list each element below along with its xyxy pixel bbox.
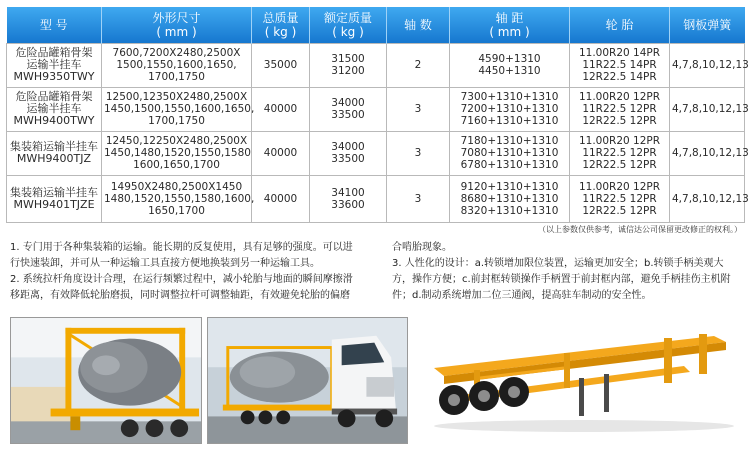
cell-line: 12R22.5 12PR	[582, 204, 657, 217]
photo-truck-with-tank-trailer	[207, 317, 408, 444]
cell-line: 7300+1310+1310	[460, 91, 559, 103]
cell-line: 34000	[331, 97, 365, 109]
cell-line: 12R22.5 12PR	[582, 159, 657, 171]
col-header-leaf-springs	[670, 7, 745, 43]
cell-wheelbase	[450, 43, 570, 87]
feature-text-line: 3. 人性化的设计：a.转锁增加限位装置，运输更加安全；b.转锁手柄美观大	[392, 258, 724, 269]
cell-line: MWH9400TJZ	[16, 152, 92, 165]
table-row	[7, 131, 745, 175]
col-header-unit: ( mm )	[489, 24, 530, 39]
cell-tires	[570, 87, 670, 131]
feature-text-line: 1. 专门用于各种集装箱的运输。能长期的反复使用，具有足够的强度。可以进	[10, 242, 353, 253]
cell-line: 危险品罐箱骨架	[15, 46, 93, 59]
cell-gross: 40000	[252, 175, 310, 222]
cell-gross: 40000	[252, 131, 310, 175]
cell-rated	[310, 43, 387, 87]
cell-axles: 3	[387, 175, 450, 222]
cell-model	[7, 131, 102, 175]
cell-line: 12R22.5 14PR	[582, 71, 657, 83]
cell-rated	[310, 131, 387, 175]
cell-line: 运输半挂车	[26, 58, 82, 71]
cell-line: 6780+1310+1310	[460, 159, 559, 171]
cell-dims	[102, 131, 252, 175]
table-header-row	[7, 7, 745, 43]
col-header-rated-mass	[310, 7, 387, 43]
cell-line: 11R22.5 12PR	[582, 103, 657, 115]
cell-line: 1700,1750	[148, 71, 205, 83]
cell-wheelbase	[450, 175, 570, 222]
col-header-unit: ( kg )	[264, 24, 297, 39]
cell-line: MWH9350TWY	[13, 70, 95, 83]
cell-line: 8320+1310+1310	[460, 204, 559, 217]
cell-line: 12R22.5 12PR	[582, 115, 657, 127]
disclaimer-note: （以上参数仅供参考，诚信达公司保留更改修正的权利。）	[538, 225, 742, 234]
cell-line: 11R22.5 14PR	[582, 59, 657, 71]
cell-line: 7200+1310+1310	[460, 103, 559, 115]
feature-text-line: 移距离，有效降低轮胎磨损，同时调整拉杆可调整轴距，有效避免轮胎的偏磨	[10, 290, 350, 301]
cell-line: 31200	[331, 65, 365, 77]
cell-line: 7600,7200X2480,2500X	[112, 47, 241, 59]
skeletal-chassis-illustration	[414, 308, 746, 444]
col-header-label: 型 号	[39, 17, 68, 32]
col-header-gross-mass	[252, 7, 310, 43]
feature-text-line: 2. 系统拉杆角度设计合理，在运行频繁过程中，减小轮胎与地面的瞬间摩擦滑	[10, 274, 353, 285]
cell-line: 危险品罐箱骨架	[15, 90, 93, 103]
col-header-axle-count	[387, 7, 450, 43]
cell-model	[7, 43, 102, 87]
cell-model	[7, 175, 102, 222]
features-right	[392, 240, 744, 304]
cell-line: 34100	[331, 186, 365, 199]
col-header-dimensions	[102, 7, 252, 43]
cell-line: 1480,1520,1550,1580,1600,	[104, 192, 255, 205]
feature-text-line: 合啃胎现象。	[392, 242, 452, 253]
cell-line: 33500	[331, 109, 365, 121]
cell-line: 33500	[331, 153, 365, 165]
cell-line: 8680+1310+1310	[460, 192, 559, 205]
cell-springs: 4,7,8,10,12,13	[670, 43, 745, 87]
cell-model	[7, 87, 102, 131]
cell-springs: 4,7,8,10,12,13	[670, 87, 745, 131]
col-header-wheelbase	[450, 7, 570, 43]
cell-tires	[570, 131, 670, 175]
cell-axles: 2	[387, 43, 450, 87]
col-header-model	[7, 7, 102, 43]
cell-line: 11.00R20 12PR	[578, 135, 661, 147]
col-header-label: 额定质量	[323, 10, 372, 25]
cell-line: 7160+1310+1310	[460, 115, 559, 127]
cell-dims	[102, 43, 252, 87]
col-header-label: 钢板弹簧	[683, 17, 732, 32]
col-header-unit: ( mm )	[156, 24, 197, 39]
features-left	[10, 240, 376, 304]
tank-container-illustration	[11, 318, 201, 443]
feature-text-line: 件；d.制动系统增加二位三通阀，提高驻车制动的安全性。	[392, 290, 652, 301]
cell-line: 1450,1480,1520,1550,1580	[104, 147, 251, 159]
col-header-label: 轴 距	[495, 10, 524, 25]
cell-line: 11.00R20 14PR	[578, 47, 661, 59]
cell-line: 14950X2480,2500X1450	[110, 180, 243, 193]
cell-wheelbase	[450, 87, 570, 131]
cell-line: 1700,1750	[148, 115, 205, 127]
cell-line: 1650,1700	[148, 204, 205, 217]
cell-line: MWH9401TJZE	[13, 197, 95, 211]
cell-line: 4590+1310	[478, 53, 541, 65]
table-row	[7, 43, 745, 87]
truck-illustration	[208, 318, 407, 443]
table-body	[7, 43, 749, 222]
cell-line: 11.00R20 12PR	[578, 91, 661, 103]
cell-line: 31500	[331, 53, 365, 65]
col-header-label: 外形尺寸	[152, 10, 201, 25]
cell-springs: 4,7,8,10,12,13	[670, 175, 745, 222]
cell-tires	[570, 43, 670, 87]
col-header-label: 轮 胎	[605, 17, 634, 32]
table-row	[7, 87, 745, 131]
cell-wheelbase	[450, 131, 570, 175]
cell-line: 集装箱运输半挂车	[10, 140, 98, 153]
cell-dims	[102, 87, 255, 131]
col-header-label: 总质量	[262, 10, 299, 25]
table-row	[7, 175, 745, 222]
cell-line: 运输半挂车	[26, 102, 82, 115]
cell-line: 9120+1310+1310	[460, 180, 559, 193]
cell-line: 12450,12250X2480,2500X	[105, 135, 248, 147]
feature-text-line: 行快速装卸，并可从一种运输工具直接方便地换装到另一种运输工具。	[10, 258, 320, 269]
spec-table	[6, 7, 749, 223]
cell-line: 7180+1310+1310	[460, 135, 559, 147]
col-header-tires	[570, 7, 670, 43]
cell-line: 12500,12350X2480,2500X	[105, 91, 248, 103]
cell-line: 4450+1310	[478, 65, 541, 77]
cell-rated	[310, 87, 387, 131]
col-header-unit: ( kg )	[332, 24, 364, 39]
col-header-label: 轴 数	[404, 17, 432, 32]
cell-gross: 35000	[252, 43, 310, 87]
photo-tank-container-trailer	[10, 317, 202, 444]
cell-line: 34000	[331, 141, 365, 153]
cell-springs: 4,7,8,10,12,13	[670, 131, 745, 175]
cell-dims	[102, 175, 255, 222]
cell-axles: 3	[387, 87, 450, 131]
cell-line: 11R22.5 12PR	[582, 147, 657, 159]
cell-line: 33600	[331, 198, 365, 211]
photo-skeletal-chassis	[414, 308, 746, 444]
cell-rated	[310, 175, 387, 222]
cell-tires	[570, 175, 670, 222]
cell-line: 11.00R20 12PR	[578, 180, 661, 193]
cell-line: MWH9400TWY	[13, 114, 95, 127]
cell-line: 1500,1550,1600,1650,	[116, 59, 237, 71]
cell-line: 7080+1310+1310	[460, 147, 559, 159]
cell-line: 集装箱运输半挂车	[10, 185, 98, 199]
cell-line: 1600,1650,1700	[133, 159, 220, 171]
feature-text-line: 方，操作方便；c.前封框转锁操作手柄置于前封框内部，避免手柄挂伤主机附	[392, 274, 731, 285]
cell-line: 11R22.5 12PR	[582, 192, 657, 205]
cell-line: 1450,1500,1550,1600,1650,	[104, 103, 255, 115]
cell-gross: 40000	[252, 87, 310, 131]
cell-axles: 3	[387, 131, 450, 175]
